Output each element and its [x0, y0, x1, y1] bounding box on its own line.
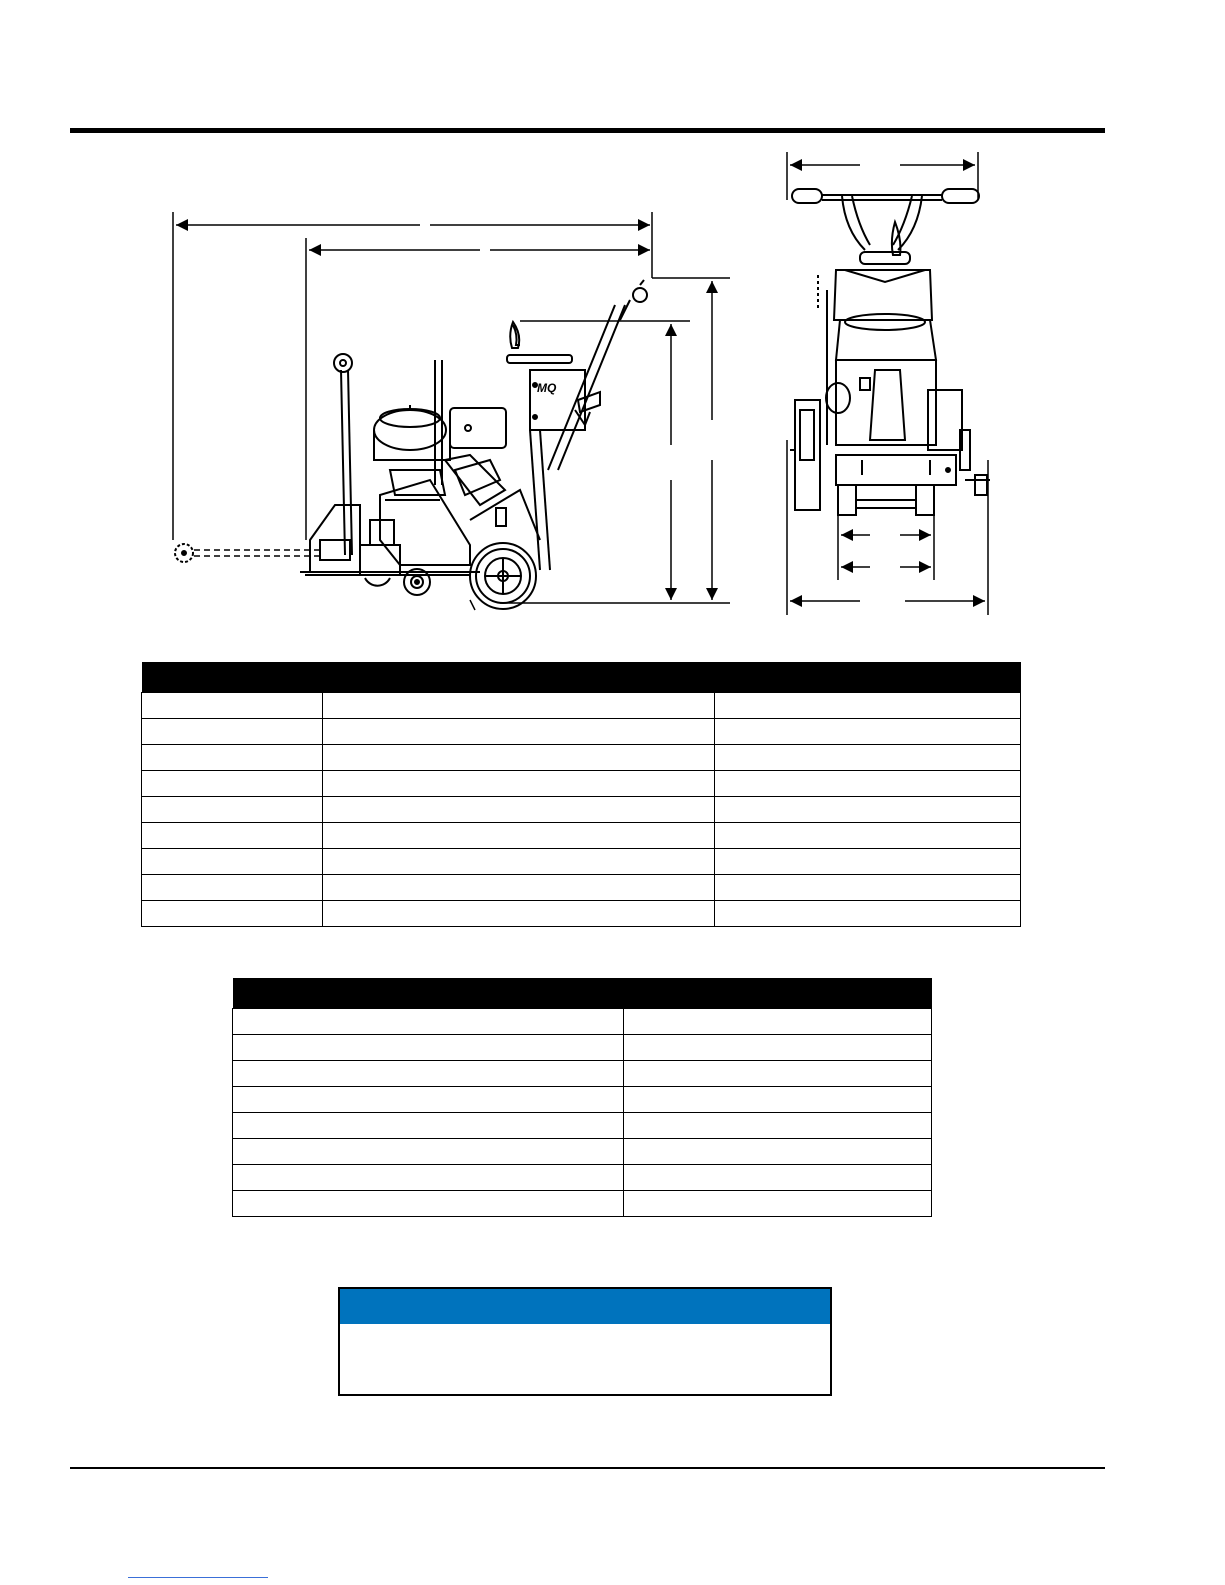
table-header-row [142, 662, 1021, 693]
table-row [142, 823, 1021, 849]
table-row [142, 849, 1021, 875]
table-row [233, 1061, 932, 1087]
table-row [142, 797, 1021, 823]
table-row [233, 1191, 932, 1217]
table-row [142, 875, 1021, 901]
notice-box [338, 1287, 832, 1396]
table-row [233, 1113, 932, 1139]
table-row [142, 901, 1021, 927]
table-row [142, 719, 1021, 745]
table-row [233, 1139, 932, 1165]
table-row [142, 745, 1021, 771]
table-row [233, 1087, 932, 1113]
notice-header [340, 1289, 830, 1324]
table-row [142, 771, 1021, 797]
front-view [787, 152, 990, 615]
dimensions-table [141, 662, 1021, 927]
side-view [173, 212, 730, 610]
footer-rule [70, 1467, 1105, 1469]
brand-mark: MQ [537, 381, 557, 395]
table-row [233, 1035, 932, 1061]
saw-dimension-diagram [0, 0, 1225, 640]
specifications-table [232, 978, 932, 1217]
table-row [142, 693, 1021, 719]
table-row [233, 1165, 932, 1191]
table-header-row [233, 978, 932, 1009]
table-row [233, 1009, 932, 1035]
footer-link-underline[interactable] [128, 1577, 268, 1578]
